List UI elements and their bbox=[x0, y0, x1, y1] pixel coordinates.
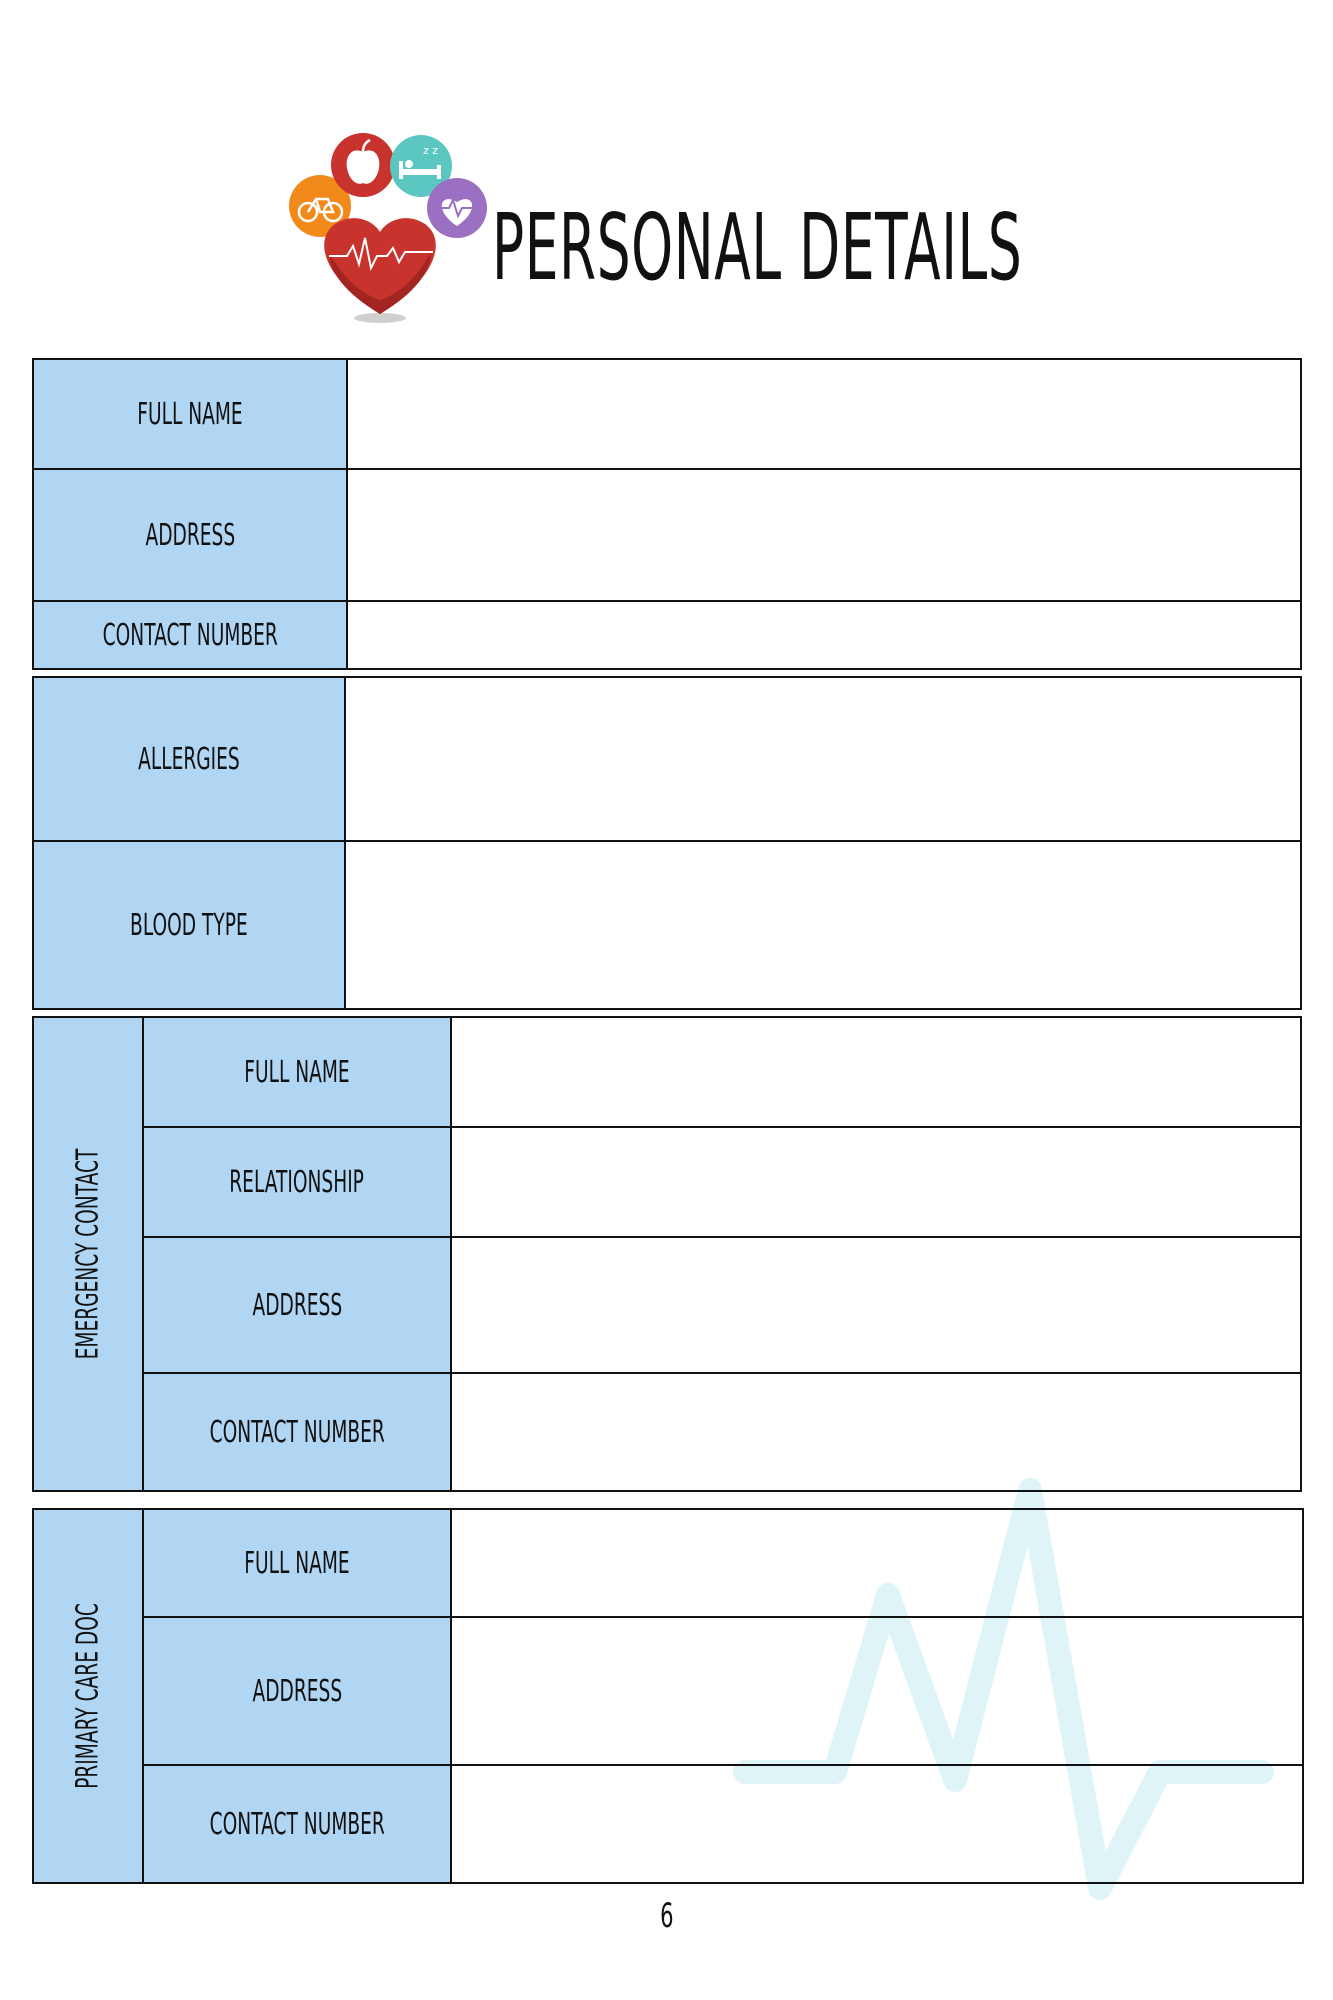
apple-icon bbox=[331, 133, 395, 197]
emergency-contact-number-field[interactable] bbox=[451, 1373, 1301, 1491]
heart-icon bbox=[324, 218, 436, 323]
table-row bbox=[33, 1017, 1301, 1127]
heart-rate-icon bbox=[427, 178, 487, 238]
health-logo bbox=[283, 128, 493, 328]
address-field[interactable] bbox=[347, 469, 1301, 601]
field-label: BLOOD TYPE bbox=[33, 841, 345, 1009]
blood-type-field[interactable] bbox=[345, 841, 1301, 1009]
field-label: FULL NAME bbox=[143, 1509, 451, 1617]
primary-care-doc-table bbox=[32, 1508, 1304, 1884]
field-label: ALLERGIES bbox=[33, 677, 345, 841]
field-label: ADDRESS bbox=[143, 1237, 451, 1373]
doctor-address-field[interactable] bbox=[451, 1617, 1303, 1765]
table-row bbox=[33, 601, 1301, 669]
table-row bbox=[33, 1373, 1301, 1491]
full-name-field[interactable] bbox=[347, 359, 1301, 469]
page-header bbox=[283, 128, 1043, 328]
personal-info-table bbox=[32, 358, 1302, 670]
field-label: CONTACT NUMBER bbox=[143, 1373, 451, 1491]
primary-care-doc-heading: PRIMARY CARE DOC bbox=[33, 1509, 143, 1883]
emergency-contact-table bbox=[32, 1016, 1302, 1492]
table-row bbox=[33, 1765, 1303, 1883]
page-title: PERSONAL DETAILS bbox=[492, 194, 1023, 301]
emergency-contact-heading: EMERGENCY CONTACT bbox=[33, 1017, 143, 1491]
emergency-address-field[interactable] bbox=[451, 1237, 1301, 1373]
field-label: CONTACT NUMBER bbox=[33, 601, 347, 669]
emergency-relationship-field[interactable] bbox=[451, 1127, 1301, 1237]
doctor-full-name-field[interactable] bbox=[451, 1509, 1303, 1617]
field-label: RELATIONSHIP bbox=[143, 1127, 451, 1237]
contact-number-field[interactable] bbox=[347, 601, 1301, 669]
allergies-field[interactable] bbox=[345, 677, 1301, 841]
field-label: ADDRESS bbox=[143, 1617, 451, 1765]
table-row bbox=[33, 677, 1301, 841]
table-row bbox=[33, 1237, 1301, 1373]
field-label: ADDRESS bbox=[33, 469, 347, 601]
field-label: CONTACT NUMBER bbox=[143, 1765, 451, 1883]
table-row bbox=[33, 1127, 1301, 1237]
page-number: 6 bbox=[659, 1896, 674, 1936]
field-label: FULL NAME bbox=[33, 359, 347, 469]
medical-info-table bbox=[32, 676, 1302, 1010]
table-row bbox=[33, 841, 1301, 1009]
table-row bbox=[33, 1509, 1303, 1617]
field-label: FULL NAME bbox=[143, 1017, 451, 1127]
doctor-contact-number-field[interactable] bbox=[451, 1765, 1303, 1883]
emergency-full-name-field[interactable] bbox=[451, 1017, 1301, 1127]
svg-text:z z: z z bbox=[423, 144, 439, 157]
table-row bbox=[33, 359, 1301, 469]
table-row bbox=[33, 1617, 1303, 1765]
table-row bbox=[33, 469, 1301, 601]
